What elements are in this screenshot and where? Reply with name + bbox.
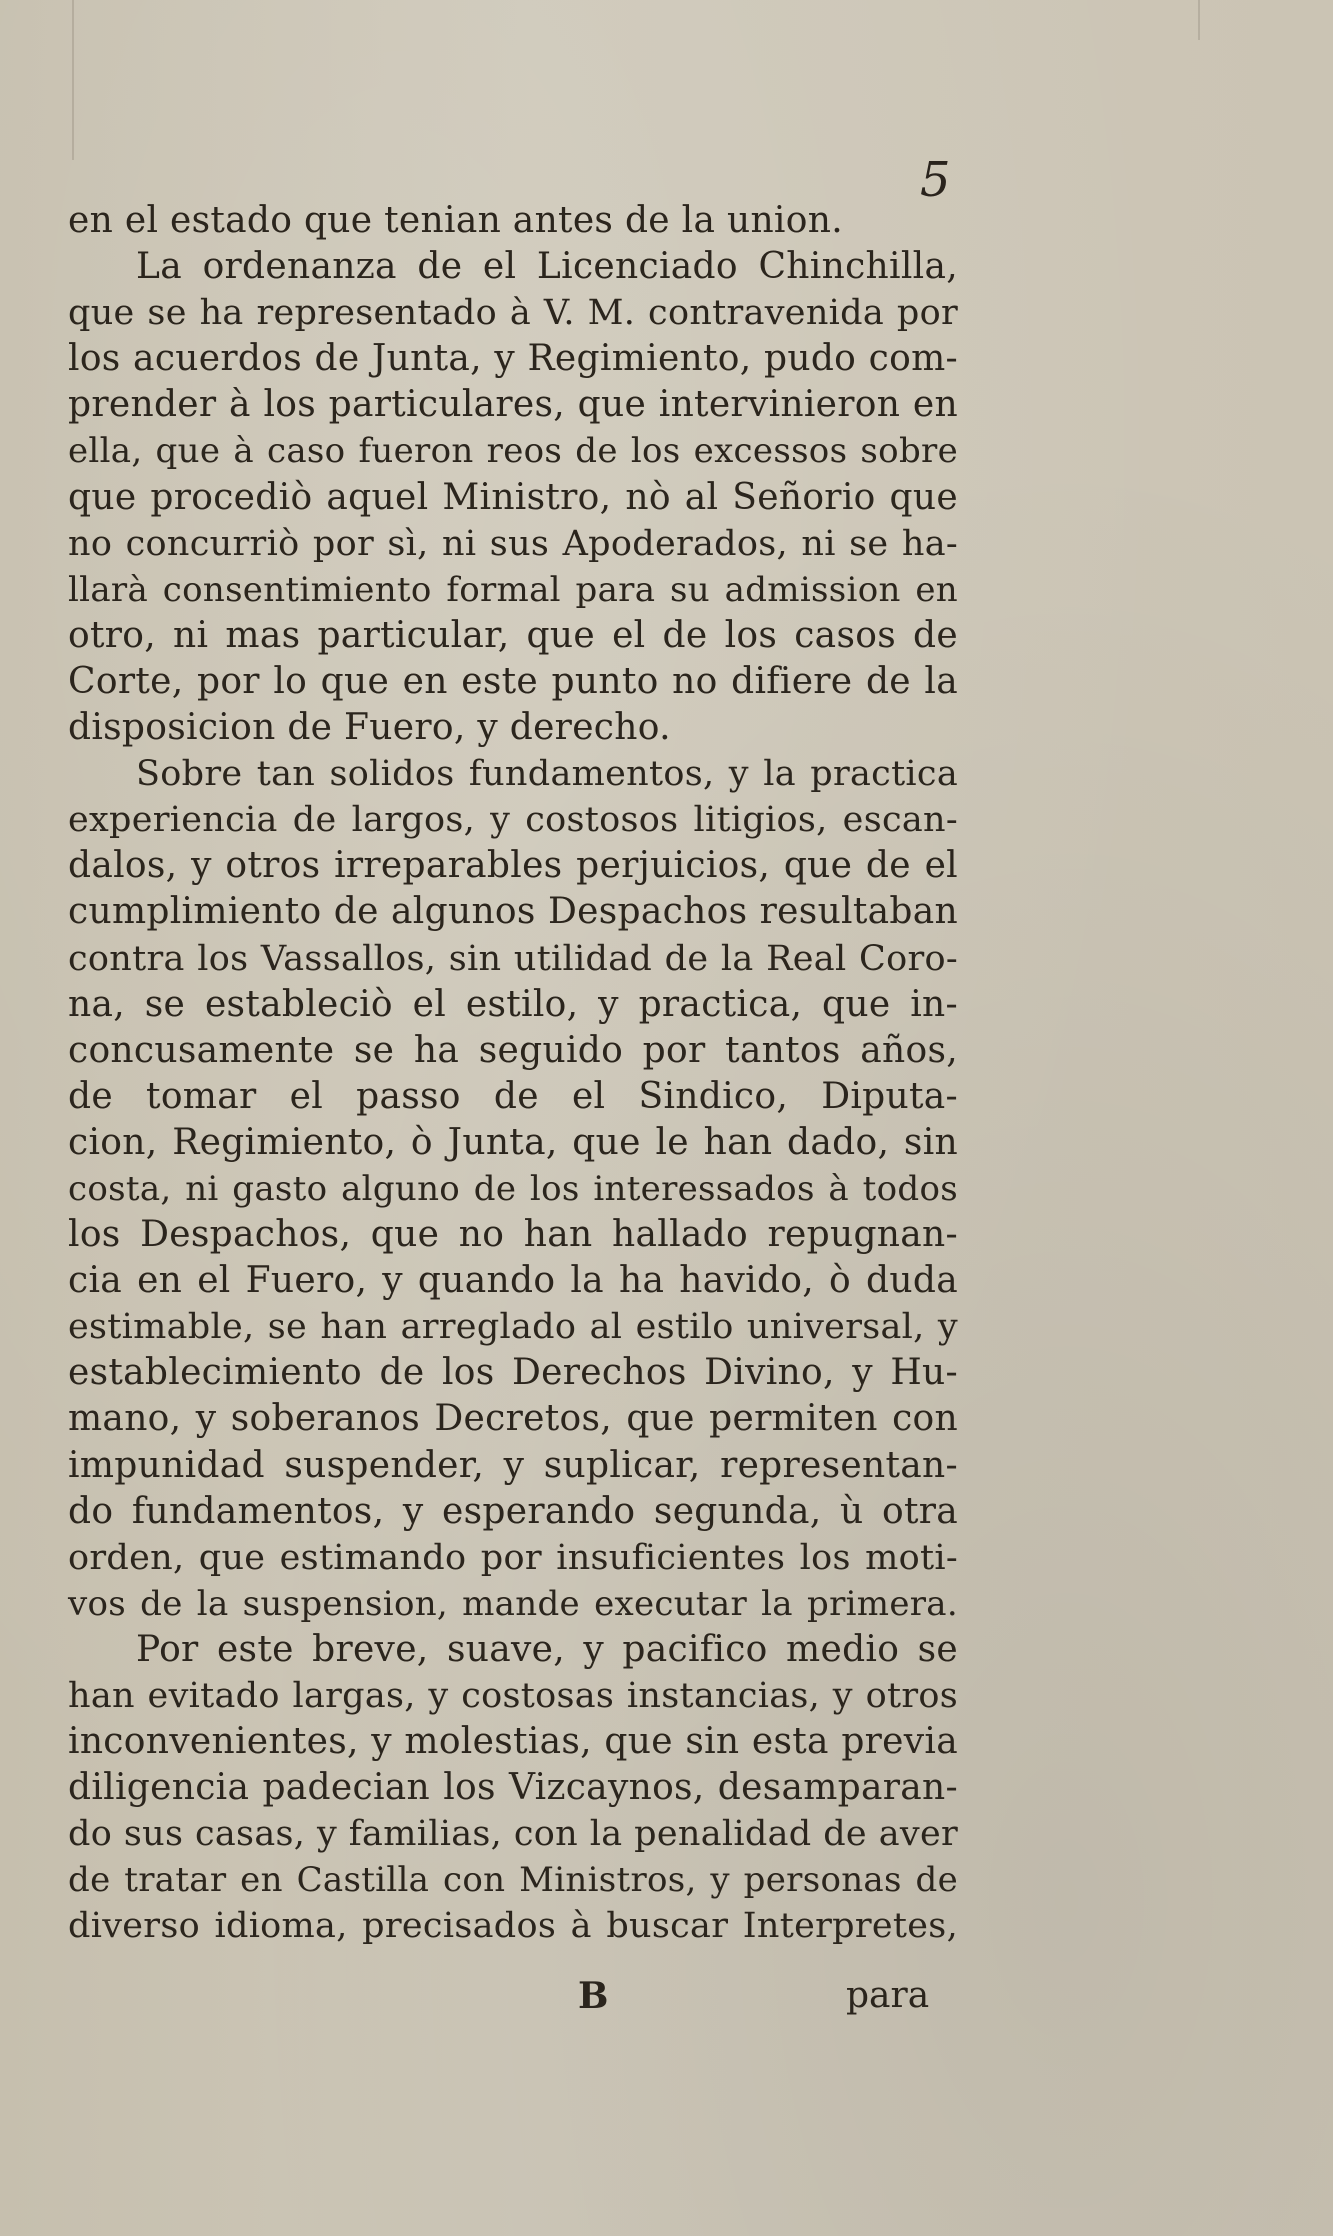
text-line: Sobre tan solidos fundamentos, y la practica: [136, 754, 958, 795]
text-line: mano, y soberanos Decretos, que permiten con: [68, 1398, 958, 1440]
body-text: [68, 198, 958, 1950]
text-line: diverso idioma, precisados à buscar Interpretes,: [68, 1906, 958, 1947]
paper-fold-mark: [72, 0, 74, 160]
text-line: otro, ni mas particular, que el de los casos de: [68, 614, 958, 656]
text-line: orden, que estimando por insuficientes los moti-: [68, 1537, 958, 1578]
text-line: costa, ni gasto alguno de los interessados à todos: [68, 1168, 958, 1209]
text-line: do sus casas, y familias, con la penalidad de aver: [68, 1814, 958, 1855]
text-line: La ordenanza de el Licenciado Chinchilla,: [136, 246, 958, 288]
text-line: de tratar en Castilla con Ministros, y personas de: [68, 1860, 958, 1901]
text-line: cia en el Fuero, y quando la ha havido, ò duda: [68, 1260, 958, 1302]
text-line: de tomar el passo de el Sindico, Diputa-: [68, 1075, 958, 1117]
text-line: na, se estableciò el estilo, y practica, que in-: [68, 983, 958, 1025]
text-line: dalos, y otros irreparables perjuicios, que de el: [68, 845, 958, 887]
page-number: 5: [920, 152, 951, 208]
text-line: cion, Regimiento, ò Junta, que le han dado, sin: [68, 1121, 958, 1163]
text-line: do fundamentos, y esperando segunda, ù otra: [68, 1490, 958, 1532]
text-line: diligencia padecian los Vizcaynos, desamparan-: [68, 1767, 958, 1809]
paper-edge-mark: [1198, 0, 1200, 40]
text-line: vos de la suspension, mande executar la primera.: [68, 1583, 958, 1624]
text-line: no concurriò por sì, ni sus Apoderados, ni se ha-: [68, 523, 958, 564]
text-line: que se ha representado à V. M. contravenida por: [68, 293, 958, 334]
text-line: experiencia de largos, y costosos litigios, escan-: [68, 800, 958, 841]
text-line: en el estado que tenian antes de la union.: [68, 200, 843, 241]
text-line: cumplimiento de algunos Despachos resultaban: [68, 891, 958, 933]
text-line: contra los Vassallos, sin utilidad de la Real Coro-: [68, 938, 958, 979]
text-line: llarà consentimiento formal para su admission en: [68, 569, 958, 610]
text-line: los Despachos, que no han hallado repugnan-: [68, 1214, 958, 1256]
text-line: estimable, se han arreglado al estilo universal, y: [68, 1307, 958, 1348]
text-line: impunidad suspender, y suplicar, representan-: [68, 1444, 958, 1486]
text-line: ella, que à caso fueron reos de los excessos sobre: [68, 431, 958, 472]
text-line: que procediò aquel Ministro, nò al Señorio que: [68, 476, 958, 518]
signature-mark: B: [578, 1975, 609, 2017]
text-line: disposicion de Fuero, y derecho.: [68, 707, 671, 749]
catchword: para: [846, 1975, 930, 2016]
text-line: inconvenientes, y molestias, que sin esta previa: [68, 1721, 958, 1763]
text-line: concusamente se ha seguido por tantos años,: [68, 1029, 958, 1071]
text-line: prender à los particulares, que intervinieron en: [68, 384, 958, 426]
text-line: Por este breve, suave, y pacifico medio se: [136, 1628, 958, 1670]
text-line: establecimiento de los Derechos Divino, y Hu-: [68, 1352, 958, 1394]
page-footer: [0, 1975, 1333, 2025]
text-line: Corte, por lo que en este punto no difiere de la: [68, 660, 958, 702]
text-line: han evitado largas, y costosas instancias, y otros: [68, 1676, 958, 1716]
text-line: los acuerdos de Junta, y Regimiento, pudo com-: [68, 338, 958, 380]
